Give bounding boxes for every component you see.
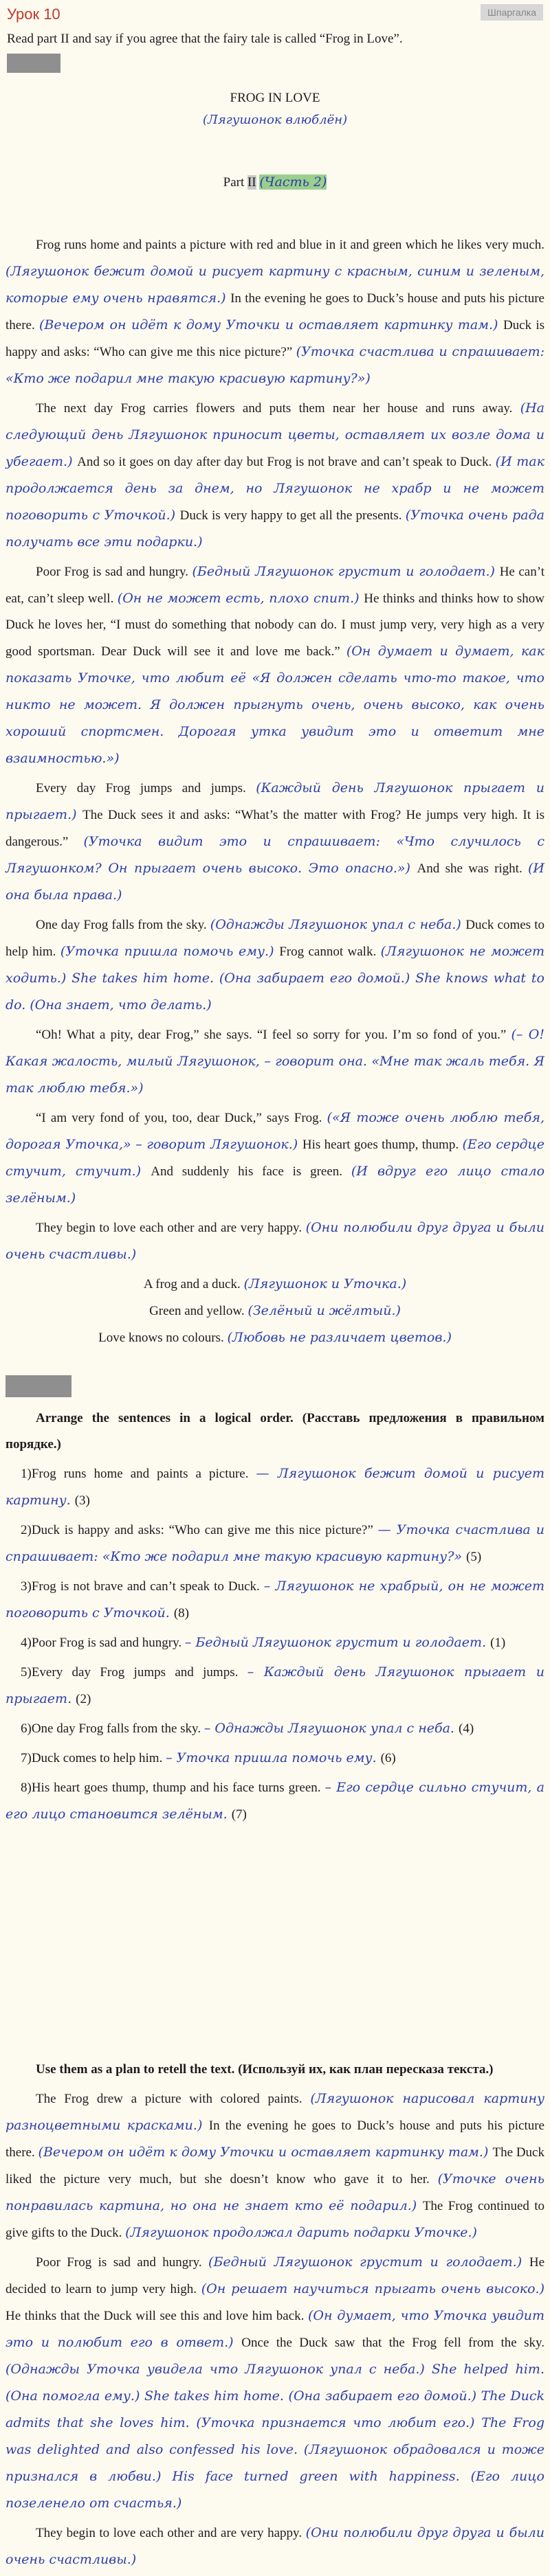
sentence-number: 2)	[21, 1523, 32, 1537]
russian-translation: (Уточка пришла помочь ему.)	[60, 944, 280, 959]
russian-translation: (Бедный Лягушонок грустит и голодает.)	[208, 2255, 529, 2270]
english-sentence: One day Frog falls from the sky.	[31, 1721, 204, 1736]
page-header	[0, 0, 550, 30]
russian-translation: – Лягушонок не храбрый, он не может поговорить с Уточкой.	[6, 1579, 544, 1620]
russian-translation: (И так продолжается день за днем, но Лягушонок не храбр и не может поговорить с Уточкой.)	[6, 454, 544, 523]
english-sentence: In the evening he goes to Duck’s house and puts his picture there.	[6, 2119, 544, 2160]
russian-translation: – Однажды Лягушонок упал с неба.	[204, 1721, 459, 1736]
russian-translation: – Уточка пришла помочь ему.	[166, 1750, 381, 1765]
english-sentence: Frog cannot walk.	[279, 945, 381, 959]
english-sentence: He decided to learn to jump very high.	[6, 2255, 544, 2296]
story-paragraph	[6, 1105, 544, 1212]
sentence-order: (4)	[459, 1721, 474, 1736]
russian-translation: (Уточка счастлива и спрашивает: «Кто же подарил мне такую красивую картину?»)	[6, 344, 544, 386]
sentence-order: (6)	[380, 1751, 396, 1765]
russian-translation: (Он думает, что Уточка увидит это и полюбит его в ответ.)	[6, 2308, 544, 2350]
english-sentence: Every day Frog jumps and jumps.	[36, 781, 256, 795]
english-sentence: And so it goes on day after day but Frog is not brave and can’t speak to Duck.	[77, 455, 496, 469]
sentence-order: (7)	[231, 1807, 247, 1822]
russian-translation: (Он решает научиться прыгать очень высоко.)	[201, 2281, 544, 2296]
intro-instruction	[7, 32, 543, 73]
sentence-order: (1)	[490, 1636, 506, 1650]
story-paragraph	[6, 232, 544, 392]
russian-translation: (И она была права.)	[6, 861, 544, 903]
sentence-number: 6)	[21, 1721, 32, 1736]
sentence-number: 7)	[21, 1751, 32, 1765]
english-sentence: He thinks and thinks how to show Duck he loves her, “I must do something that nobody can do. I must jump very, very high as a very good sportsman. Dear Duck will see it and love me back.”	[6, 591, 544, 659]
english-sentence: Duck is very happy to get all the presents.	[179, 508, 406, 523]
russian-translation: (Однажды Лягушонок упал с неба.)	[210, 917, 466, 932]
russian-translation: (Лягушонок нарисовал картину разноцветными красками.)	[6, 2091, 544, 2133]
retell-heading: Use them as a plan to retell the text. (Используй их, как план пересказа текста.)	[36, 2062, 494, 2077]
russian-translation: — Лягушонок бежит домой и рисует картину.	[6, 1466, 544, 1508]
task-heading: Arrange the sentences in a logical order. (Расставь предложения в правильном порядке.)	[6, 1411, 544, 1451]
order-task	[6, 1405, 544, 1831]
russian-translation: (И вдруг его лицо стало зелёным.)	[6, 1164, 545, 1206]
russian-translation: (Зелёный и жёлтый.)	[248, 1303, 401, 1318]
intro-text: Read part II and say if you agree that the fairy tale is called “Frog in Love”.	[7, 32, 403, 46]
russian-translation: (Они полюбили друг друга и были очень счастливы.)	[6, 1220, 545, 1262]
story-paragraph	[6, 1214, 544, 1268]
retell-body	[6, 2086, 544, 2573]
english-sentence: The next day Frog carries flowers and puts them near her house and runs away.	[36, 401, 520, 416]
sentence-item	[6, 1659, 544, 1713]
russian-translation: (– О! Какая жалость, милый Лягушонок, – говорит она. «Мне так жаль тебя. Я так люблю тебя.»)	[6, 1027, 544, 1096]
russian-translation: (Они полюбили друг друга и были очень счастливы.)	[6, 2525, 545, 2567]
russian-translation: (Вечером он идёт к дому Уточки и оставляет картинку там.)	[38, 317, 503, 332]
russian-translation: (Его сердце стучит, стучит.)	[6, 1137, 544, 1179]
watermark-label: Шпаргалка	[481, 4, 543, 21]
story-paragraph	[6, 912, 544, 1019]
russian-translation: – Его сердце сильно стучит, а его лицо становится зелёным.	[6, 1780, 545, 1822]
russian-translation: (Уточка очень рада получать все эти подарки.)	[6, 508, 544, 550]
sentence-number: 3)	[21, 1579, 32, 1594]
sentence-item	[6, 1573, 544, 1627]
english-sentence: His heart goes thump, thump and his face turns green.	[31, 1781, 325, 1795]
russian-translation: (Уточка видит это и спрашивает: «Что случилось с Лягушонком? Он прыгает очень высоко. Это опасно.»)	[6, 834, 544, 876]
retell-task	[6, 2057, 544, 2576]
verse-line	[6, 1271, 544, 1298]
sentence-order: (3)	[74, 1493, 90, 1508]
sentence-order: (2)	[76, 1692, 91, 1706]
sentence-item	[6, 1715, 544, 1742]
english-sentence: He can’t eat, can’t sleep well.	[6, 565, 544, 606]
english-sentence: Frog runs home and paints a picture.	[31, 1467, 256, 1481]
sentence-order: (8)	[173, 1606, 189, 1620]
russian-translation: (Бедный Лягушонок грустит и голодает.)	[192, 564, 500, 579]
english-sentence: Poor Frog is sad and hungry.	[31, 1636, 185, 1650]
english-sentence: The Frog continued to give gifts to the Duck.	[6, 2199, 544, 2240]
retell-paragraph	[6, 2249, 544, 2517]
english-sentence: Green and yellow.	[149, 1304, 248, 1318]
retell-paragraph	[6, 2520, 544, 2573]
english-sentence: The Duck sees it and asks: “What’s the matter with Frog? He jumps very high. It is dangerous.”	[6, 808, 544, 849]
russian-translation: – Каждый день Лягушонок прыгает и прыгает.	[6, 1664, 544, 1706]
english-sentence: Duck comes to help him.	[6, 918, 544, 959]
english-sentence: Every day Frog jumps and jumps.	[31, 1665, 248, 1680]
russian-translation: (Он думает и думает, как показать Уточке, что любит её «Я должен сделать что-то такое, что никто не может. Я должен прыгнуть очень, очень высоко, как очень хороший спортсмен. Дорогая утка увидит это и ответит мне взаимностью.»)	[6, 644, 544, 766]
russian-translation: (Лягушонок продолжал дарить подарки Уточке.)	[125, 2225, 477, 2240]
english-sentence: They begin to love each other and are very happy.	[36, 1221, 306, 1235]
sentence-number: 4)	[21, 1636, 32, 1650]
sentence-number: 5)	[21, 1665, 32, 1680]
english-sentence: Duck is happy and asks: “Who can give me this nice picture?”	[6, 318, 545, 359]
english-sentence: His heart goes thump, thump.	[302, 1138, 463, 1152]
english-sentence: They begin to love each other and are very happy.	[36, 2526, 306, 2540]
story-title: FROG IN LOVE	[230, 91, 320, 105]
english-sentence: The Duck liked the picture very much, but she doesn’t know who gave it to her.	[6, 2145, 544, 2187]
english-sentence: Once the Duck saw that the Frog fell from the sky.	[241, 2336, 544, 2350]
sentence-order: (5)	[466, 1550, 482, 1564]
russian-translation: (Каждый день Лягушонок прыгает и прыгает.)	[6, 780, 545, 822]
russian-translation: («Я тоже очень люблю тебя, дорогая Уточка,» – говорит Лягушонок.)	[6, 1110, 544, 1152]
russian-translation: (Уточке очень понравилась картина, но она не знает кто её подарил.)	[6, 2171, 544, 2213]
russian-translation: (Однажды Уточка увидела что Лягушонок упал с неба.) She helped him. (Она помогла ему.) She takes him home. (Она забирает его домой.) The Duck admits that she loves him. (Уточка признается что любит его.) The Frog was delighted and also confessed his love. (Лягушонок обрадовался и тоже признался в любви.) His face turned green with happiness. (Его лицо позеленело от счастья.)	[6, 2362, 544, 2511]
english-sentence: Duck comes to help him.	[31, 1751, 166, 1765]
english-sentence: One day Frog falls from the sky.	[36, 918, 210, 932]
sentence-item	[6, 1629, 544, 1656]
verse-line	[6, 1324, 544, 1351]
russian-translation: (На следующий день Лягушонок приносит цветы, оставляет их возле дома и убегает.)	[6, 400, 544, 469]
sentence-number: 8)	[21, 1781, 32, 1795]
english-sentence: “Oh! What a pity, dear Frog,” she says. “I feel so sorry for you. I’m so fond of you.”	[36, 1028, 512, 1042]
redaction-mark	[6, 1375, 72, 1397]
lesson-number: Урок 10	[7, 5, 60, 23]
story-body	[6, 232, 544, 1351]
russian-translation: (Лягушонок бежит домой и рисует картину с красным, синим и зеленым, которые ему очень нравятся.)	[6, 264, 544, 306]
verse-line	[6, 1298, 544, 1324]
english-sentence: Duck is happy and asks: “Who can give me this nice picture?”	[31, 1523, 378, 1537]
russian-translation: — Уточка счастлива и спрашивает: «Кто же подарил мне такую красивую картину?»	[6, 1522, 544, 1564]
russian-translation: (Любовь не различает цветов.)	[227, 1330, 452, 1345]
retell-paragraph	[6, 2086, 544, 2246]
english-sentence: Frog is not brave and can’t speak to Duck.	[31, 1579, 264, 1594]
part-number: II	[247, 175, 256, 190]
story-paragraph	[6, 775, 544, 909]
sentence-item	[6, 1460, 544, 1514]
story-paragraph	[6, 558, 544, 772]
english-sentence: He thinks that the Duck will see this and love him back.	[6, 2309, 308, 2323]
story-paragraph	[6, 395, 544, 556]
english-sentence: Poor Frog is sad and hungry.	[36, 565, 192, 579]
russian-translation: (Вечером он идёт к дому Уточки и оставляет картинку там.)	[38, 2145, 493, 2160]
sentence-item	[6, 1517, 544, 1570]
part-translation: (Часть 2)	[259, 174, 327, 190]
english-sentence: Love knows no colours.	[98, 1331, 228, 1345]
english-sentence: In the evening he goes to Duck’s house and puts his picture there.	[6, 291, 544, 332]
english-sentence: And she was right.	[417, 861, 529, 876]
sentence-list	[6, 1460, 544, 1828]
russian-translation: – Бедный Лягушонок грустит и голодает.	[184, 1635, 491, 1650]
sentence-number: 1)	[21, 1467, 32, 1481]
russian-translation: (Лягушонок и Уточка.)	[243, 1276, 407, 1291]
sentence-item	[6, 1745, 544, 1772]
english-sentence: Poor Frog is sad and hungry.	[36, 2255, 209, 2270]
english-sentence: The Frog drew a picture with colored paints.	[36, 2092, 311, 2106]
english-sentence: Frog runs home and paints a picture with red and blue in it and green which he likes very much.	[36, 238, 544, 252]
redaction-mark	[7, 54, 60, 73]
russian-translation: (Он не может есть, плохо спит.)	[117, 591, 364, 606]
english-sentence: A frog and a duck.	[143, 1277, 244, 1291]
part-word: Part	[223, 175, 245, 190]
part-heading	[0, 174, 550, 190]
story-paragraph	[6, 1021, 544, 1102]
english-sentence: “I am very fond of you, too, dear Duck,” says Frog.	[36, 1111, 327, 1125]
russian-translation: (Лягушонок не может ходить.) She takes him home. (Она забирает его домой.) She knows what to do. (Она знает, что делать.)	[6, 944, 544, 1013]
sentence-item	[6, 1774, 544, 1828]
story-title-translation: (Лягушонок влюблён)	[202, 113, 348, 127]
english-sentence: And suddenly his face is green.	[151, 1164, 351, 1179]
